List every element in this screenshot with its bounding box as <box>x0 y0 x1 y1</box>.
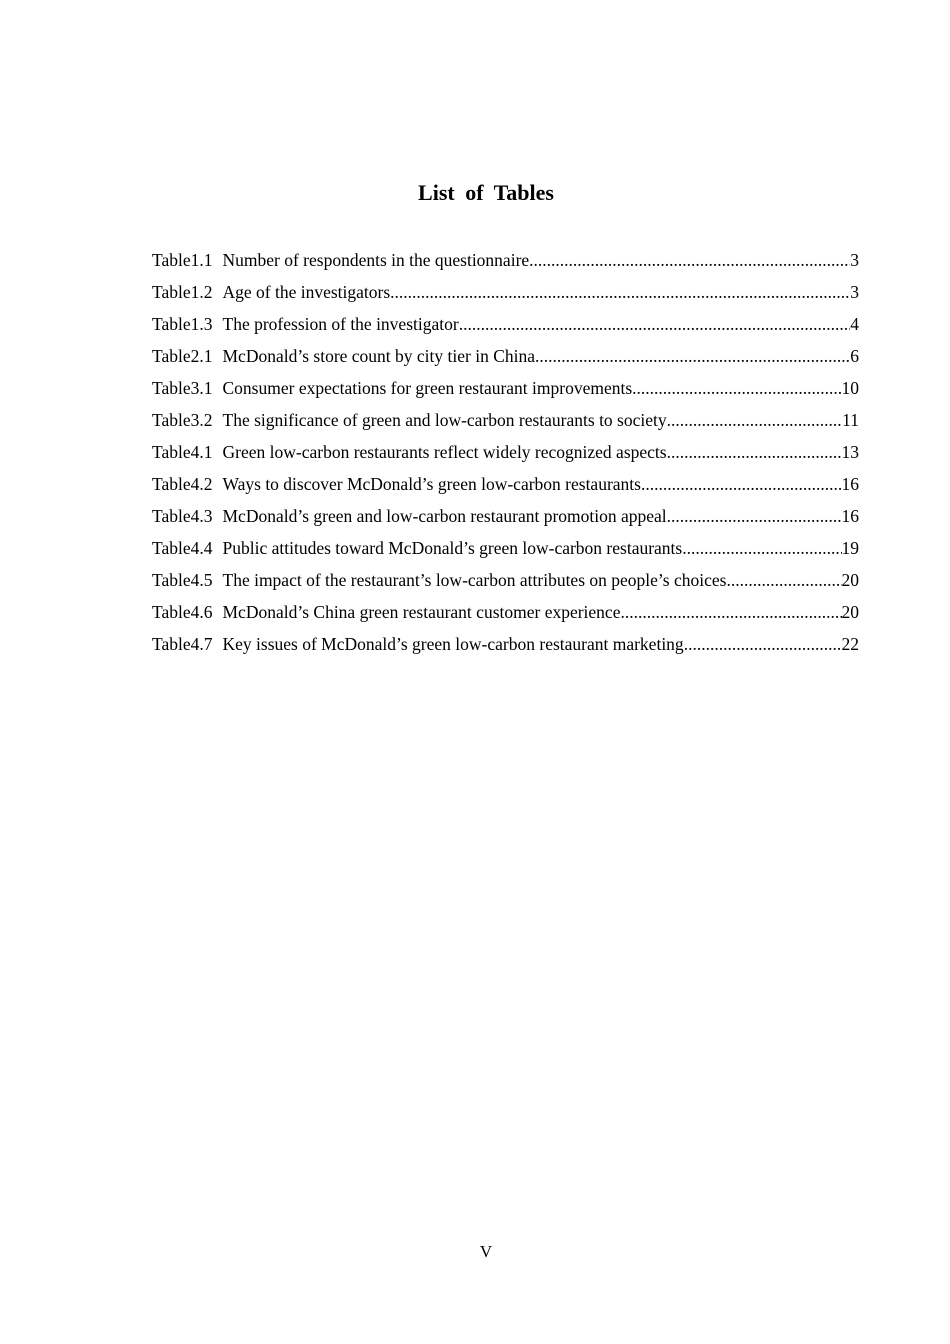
toc-entry-title: McDonald’s store count by city tier in China <box>222 346 536 366</box>
page-title: List of Tables <box>418 180 554 205</box>
toc-entry-number: Table4.1 <box>152 442 213 462</box>
toc-entry-page: 16 <box>841 474 859 494</box>
toc-entry-number: Table4.6 <box>152 602 213 622</box>
toc-entry-page: 6 <box>850 346 859 366</box>
toc-entry-number: Table2.1 <box>152 346 213 366</box>
toc-entry-number: Table1.2 <box>152 282 213 302</box>
toc-dot-leader <box>684 632 842 656</box>
toc-entry-title: Green low-carbon restaurants reflect widely recognized aspects <box>222 442 667 462</box>
toc-entry-title: The significance of green and low-carbon restaurants to society <box>222 410 667 430</box>
toc-entry-title: Consumer expectations for green restaurant improvements <box>222 378 633 398</box>
toc-entry-page: 20 <box>841 570 859 590</box>
toc-entry-page: 11 <box>842 410 859 430</box>
toc-dot-leader <box>535 344 850 368</box>
toc-entry-title: McDonald’s China green restaurant customer experience <box>222 602 621 622</box>
toc-entry-page: 16 <box>841 506 859 526</box>
toc-dot-leader <box>667 504 842 528</box>
toc-entry-page: 19 <box>841 538 859 558</box>
toc-dot-leader <box>529 248 850 272</box>
toc-entry[interactable] <box>152 312 859 344</box>
toc-entry-title: Key issues of McDonald’s green low-carbon restaurant marketing <box>222 634 684 654</box>
page-number: V <box>479 1242 493 1261</box>
toc-entry-number: Table4.4 <box>152 538 213 558</box>
toc-entry-page: 10 <box>841 378 859 398</box>
toc-dot-leader <box>667 408 843 432</box>
toc-entry[interactable] <box>152 472 859 504</box>
toc-entry-number: Table3.1 <box>152 378 213 398</box>
toc-dot-leader <box>620 600 841 624</box>
toc-entry-title: Ways to discover McDonald’s green low-carbon restaurants <box>222 474 641 494</box>
toc-entry[interactable] <box>152 536 859 568</box>
toc-entry-number: Table4.5 <box>152 570 213 590</box>
toc-entry[interactable] <box>152 600 859 632</box>
toc-entry[interactable] <box>152 248 859 280</box>
toc-entry-number: Table4.7 <box>152 634 213 654</box>
toc-dot-leader <box>632 376 841 400</box>
toc-entry-page: 13 <box>841 442 859 462</box>
toc-entry-page: 20 <box>841 602 859 622</box>
toc-entry-title: Number of respondents in the questionnaire <box>222 250 530 270</box>
toc-dot-leader <box>667 440 842 464</box>
toc-entry-title: The impact of the restaurant’s low-carbon attributes on people’s choices <box>222 570 727 590</box>
toc-entry[interactable] <box>152 632 859 664</box>
toc-entry-title: McDonald’s green and low-carbon restaurant promotion appeal <box>222 506 667 526</box>
toc-dot-leader <box>459 312 851 336</box>
toc-entry-title: The profession of the investigator <box>222 314 459 334</box>
toc-entry-number: Table1.3 <box>152 314 213 334</box>
toc-entry[interactable] <box>152 440 859 472</box>
toc-entry-title: Age of the investigators <box>222 282 391 302</box>
toc-dot-leader <box>390 280 850 304</box>
toc-entry-page: 3 <box>850 282 859 302</box>
toc-entry[interactable] <box>152 408 859 440</box>
toc-entry[interactable] <box>152 344 859 376</box>
toc-dot-leader <box>641 472 842 496</box>
toc-dot-leader <box>682 536 841 560</box>
toc-dot-leader <box>726 568 841 592</box>
toc-entry-number: Table3.2 <box>152 410 213 430</box>
toc-entry-number: Table1.1 <box>152 250 213 270</box>
toc-entry-number: Table4.3 <box>152 506 213 526</box>
toc-entry-page: 3 <box>850 250 859 270</box>
toc-entry-page: 22 <box>841 634 859 654</box>
toc-entry-title: Public attitudes toward McDonald’s green low-carbon restaurants <box>222 538 683 558</box>
toc-entry[interactable] <box>152 504 859 536</box>
toc-entry-number: Table4.2 <box>152 474 213 494</box>
toc-entry[interactable] <box>152 280 859 312</box>
toc-entry[interactable] <box>152 376 859 408</box>
toc-entry[interactable] <box>152 568 859 600</box>
toc-entry-page: 4 <box>850 314 859 334</box>
list-of-tables <box>152 248 859 664</box>
